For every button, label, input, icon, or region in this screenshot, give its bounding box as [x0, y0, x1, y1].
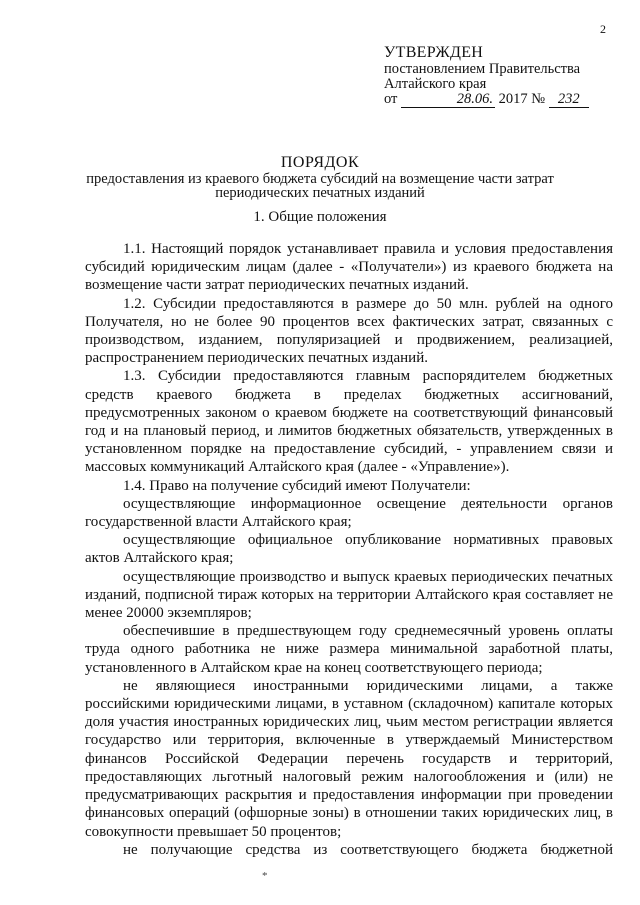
approval-line-1: постановлением Правительства: [384, 61, 581, 77]
approval-from-label: от: [384, 91, 398, 107]
approval-year: 2017 №: [498, 91, 546, 107]
section-heading: 1. Общие положения: [253, 209, 387, 225]
paragraph: 1.2. Субсидии предоставляются в размере до 50 млн. рублей на одного Получателя, но не более 90 процентов всех фактических затрат, связанных с производством, изданием, популяризацией и продвижением, реализацией, распространением периодических печатных изданий.: [85, 295, 613, 367]
paragraph: осуществляющие официальное опубликование нормативных правовых актов Алтайского края;: [85, 532, 613, 567]
paragraph: 1.3. Субсидии предоставляются главным распорядителем бюджетных средств краевого бюджета в пределах бюджетных ассигнований, предусмотренных законом о краевом бюджете на соответствующий финансовый год и на плановый период, и лимитов бюджетных обязательств, утвержденных в установленном порядке на предоставление субсидий, - управлением связи и массовых коммуникаций Алтайского края (далее - «Управление»).: [85, 368, 613, 476]
approval-date-line: [384, 92, 624, 108]
approval-line-2: Алтайского края: [384, 76, 487, 92]
footer-mark: *: [262, 870, 268, 882]
paragraph: осуществляющие информационное освещение деятельности органов государственной власти Алтайского края;: [85, 495, 613, 531]
approval-title: УТВЕРЖДЕН: [384, 44, 484, 61]
approval-block: [384, 44, 624, 108]
paragraph: обеспечившие в предшествующем году среднемесячный уровень оплаты труда одного работника не ниже размера минимальной заработной платы, установленного в Алтайском крае на конец соответствующего периода;: [85, 623, 613, 676]
paragraph: не получающие средства из соответствующего бюджета бюджетной: [123, 841, 613, 858]
approval-number: 232: [549, 92, 589, 108]
paragraph: 1.4. Право на получение субсидий имеют Получатели:: [123, 477, 471, 494]
approval-date: 28.06.: [401, 92, 495, 108]
document-title: ПОРЯДОК: [280, 154, 360, 171]
paragraph: не являющиеся иностранными юридическими лицами, а также российскими юридическими лицами, в уставном (складочном) капитале которых доля участия иностранных юридических лиц, чьим местом регистрации является государство или территория, включенные в утверждаемый Министерством финансов Российской Федерации перечень государств и территорий, предоставляющих льготный налоговый режим налогообложения и (или) не предусматривающих раскрытия и предоставления информации при проведении финансовых операций (офшорные зоны) в отношении таких юридических лиц, в совокупности превышает 50 процентов;: [85, 677, 613, 840]
document-body: [85, 240, 613, 859]
paragraph: осуществляющие производство и выпуск краевых периодических печатных изданий, подписной тираж которых на территории Алтайского края составляет не менее 20000 экземпляров;: [85, 568, 613, 622]
page-number: 2: [600, 22, 606, 36]
document-subtitle: предоставления из краевого бюджета субсидий на возмещение части затрат периодических печатных изданий: [86, 171, 554, 201]
paragraph: 1.1. Настоящий порядок устанавливает правила и условия предоставления субсидий юридическим лицам (далее - «Получатели») из краевого бюджета на возмещение части затрат периодических печатных изданий.: [85, 241, 613, 294]
